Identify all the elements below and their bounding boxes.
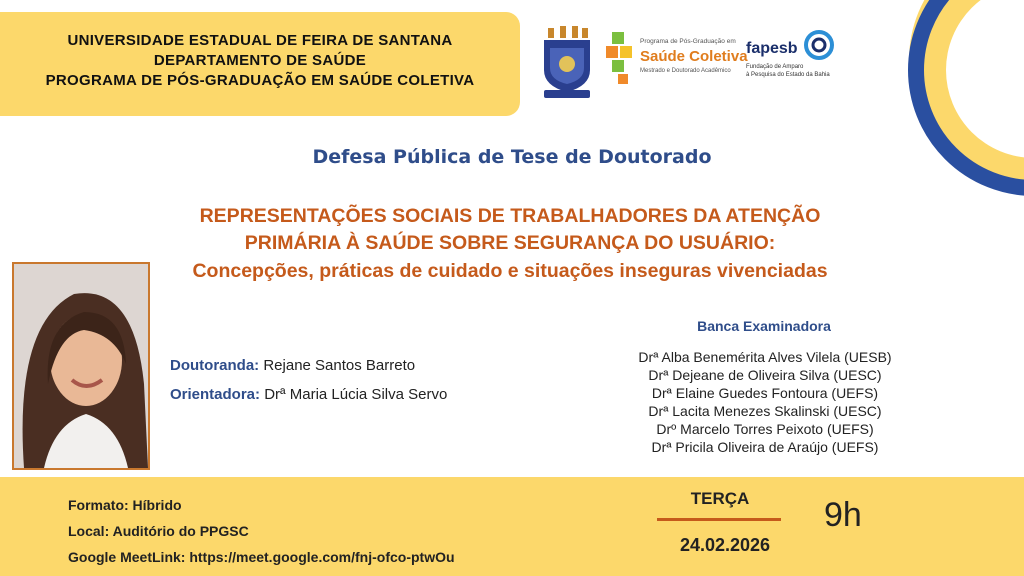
weekday: TERÇA (690, 489, 750, 508)
candidate-photo (12, 262, 150, 470)
date-divider (657, 518, 781, 521)
event-time: 9h (824, 496, 862, 534)
advisor-info (170, 386, 447, 403)
psc-sub-text: Mestrado e Doutorado Acadêmico (640, 68, 731, 74)
fapesb-icon (804, 30, 834, 60)
puzzle-icon (604, 28, 638, 92)
candidate-label: Doutoranda: (170, 357, 260, 374)
board-member: Drº Marcelo Torres Peixoto (UEFS) (656, 421, 874, 437)
fapesb-logo (746, 30, 838, 82)
advisor-name: Drª Maria Lúcia Silva Servo (264, 386, 448, 403)
location-info: Local: Auditório do PPGSC (68, 523, 249, 539)
event-title: Defesa Pública de Tese de Doutorado (312, 146, 712, 168)
board-member: Drª Pricila Oliveira de Araújo (UEFS) (651, 439, 879, 455)
uefs-crest-logo (540, 26, 594, 100)
fapesb-sub2: à Pesquisa do Estado da Bahia (746, 72, 830, 78)
format-info: Formato: Híbrido (68, 497, 182, 513)
fapesb-name: fapesb (746, 40, 798, 57)
candidate-info (170, 357, 415, 374)
thesis-title-line1: REPRESENTAÇÕES SOCIAIS DE TRABALHADORES DA ATENÇÃO (199, 205, 821, 227)
thesis-subtitle: Concepções, práticas de cuidado e situações inseguras vivenciadas (192, 260, 828, 282)
event-date: 24.02.2026 (679, 535, 771, 555)
program-name: PROGRAMA DE PÓS-GRADUAÇÃO EM SAÚDE COLETIVA (45, 72, 475, 89)
candidate-name: Rejane Santos Barreto (263, 357, 416, 374)
psc-small-text: Programa de Pós-Graduação em (640, 38, 736, 45)
board-member: Drª Lacita Menezes Skalinski (UESC) (648, 403, 882, 419)
advisor-label: Orientadora: (170, 386, 261, 403)
saude-coletiva-logo (604, 28, 748, 92)
university-name: UNIVERSIDADE ESTADUAL DE FEIRA DE SANTANA (67, 32, 453, 49)
meet-link[interactable]: Google MeetLink: https://meet.google.com/fnj-ofco-ptwOu (68, 549, 455, 565)
board-member: Drª Alba Benemérita Alves Vilela (UESB) (638, 349, 892, 365)
thesis-title-line2: PRIMÁRIA À SAÚDE SOBRE SEGURANÇA DO USUÁRIO: (244, 232, 776, 254)
board-member: Drª Dejeane de Oliveira Silva (UESC) (648, 367, 882, 383)
psc-main-text: Saúde Coletiva (640, 48, 748, 65)
fapesb-sub1: Fundação de Amparo (746, 64, 804, 70)
header-banner (0, 12, 520, 116)
board-member: Drª Elaine Guedes Fontoura (UEFS) (651, 385, 879, 401)
department-name: DEPARTAMENTO DE SAÚDE (153, 52, 367, 69)
board-title: Banca Examinadora (697, 318, 831, 334)
decorative-arcs (884, 0, 1024, 230)
